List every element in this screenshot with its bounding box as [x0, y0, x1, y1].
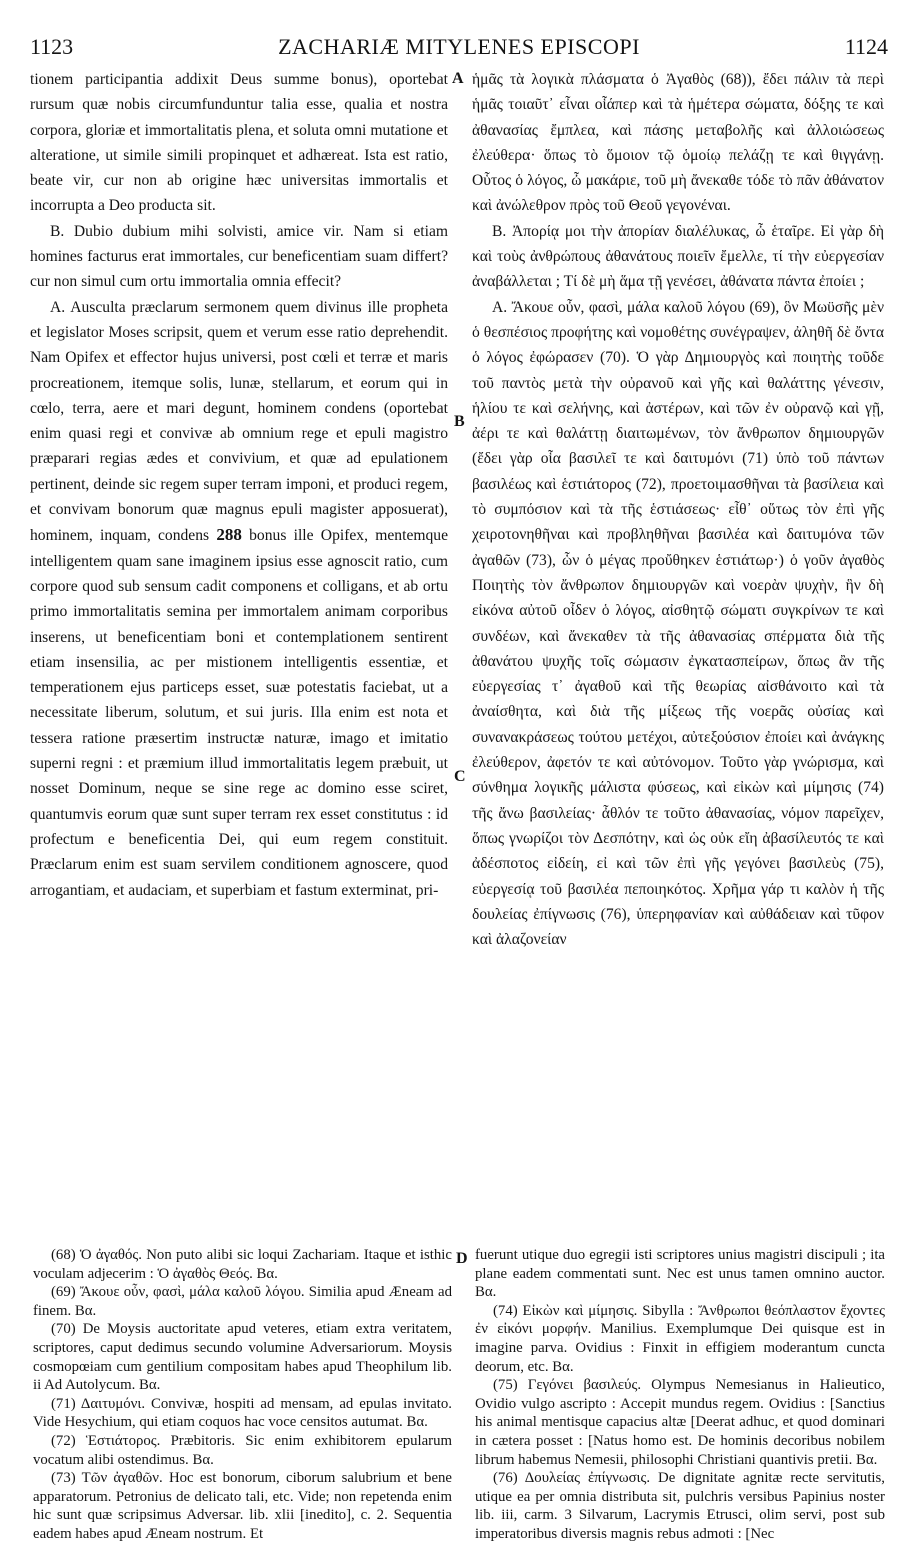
- latin-paragraph-text: bonus ille Opifex, mentemque intelligentem quam sane imaginem ipsius esse agnoscit ratio, cum corpore quod sub sensum cadit componens et colligans, et ab ortu primo immortalitatis semina per immortalem animam corporibus inserens, ut beneficentiam boni et contemplationem sentirent etiam insensilia, ac per mistionem intelligentis essentiæ, et temperationem ejus particeps esset, suæ potestatis faciebat, ut a necessitate liberum, solutum, et sui juris. Illa enim est nota et tessera ratione præsertim instructæ naturæ, imago et imitatio superni regni : et præmium illud immortalitatis legem præbuit, ut nosset Dominum, neque se sine rege ac domino esse sciret, quantumvis eorum quæ sunt super terram rex esset constitutus : id profectum e beneficentia Dei, qui eum regem constituit. Præclarum enim est suam servilem conditionem agnoscere, quod arrogantiam, et audaciam, et superbiam et fastum exterminat, pri-: [30, 527, 449, 899]
- greek-paragraph: Α. Ἄκουε οὖν, φασὶ, μάλα καλοῦ λόγου (69), ὃν Μωϋσῆς μὲν ὁ θεσπέσιος προφήτης καὶ νομοθέτης συνέγραψεν, ἀληθῆ δὲ ὄντα ὁ λόγος ἐφώρασεν (70). Ὁ γὰρ Δημιουργὸς καὶ ποιητὴς τοῦδε τοῦ παντὸς μετὰ τὴν οὐρανοῦ καὶ γῆς καὶ θαλάττης γένεσιν, ἡλίου τε καὶ σελήνης, καὶ ἀστέρων, καὶ τῶν ἐν οὐρανῷ καὶ γῇ, ἀέρι τε καὶ θαλάττῃ διαιτωμένων, τὸν ἄνθρωπον δημιουργῶν (ἔδει γὰρ οἷα βασιλεῖ τε καὶ δαιτυμόνι (71) ὑπὸ τοῦ πάντων βασιλέως καὶ ἑστιάτορος (72), προετοιμασθῆναι τὰ βασίλεια καὶ τὸ συμπόσιον καὶ τὰ τῆς ἑστιάσεως· εἶθ᾽ οὕτως τὸν ἐπὶ γῆς χειροτονηθῆναι καὶ προβληθῆναι βασιλέα καὶ δαιτυμόνα τῶν ἀγαθῶν (73), ὧν ὁ μέγας προὔθηκεν ἑστιάτωρ·) ὁ γοῦν ἀγαθὸς Ποιητὴς τὸν ἄνθρωπον δημιουργῶν καὶ νοερὰν ψυχὴν, ἣν δὴ εἰκόνα αὐτοῦ οἶδεν ὁ λόγος, αἰσθητῷ σώματι συγκρίνων τε καὶ συνδέων, καὶ ἄνεκαθεν τὰ τῆς ἀθανασίας σπέρματα διὰ τῆς ἀθανάτου ψυχῆς τοῖς σώμασιν ἐγκατασπείρων, ὅπως ἂν τῆς εὐεργεσίας τ᾽ ἀγαθοῦ καὶ τῆς θεωρίας αἰσθάνοιτο καὶ τὰ ἀναίσθητα, καὶ διὰ τῆς μίξεως τῆς νοερᾶς οὐσίας καὶ συνανακράσεως τούτου μετέχοι, αὐτεξούσιον ἐποίει καὶ ἀνάγκης ἐλεύθερον, ἀφετόν τε καὶ αὐτόνομον. Τοῦτο γὰρ γνώρισμα, καὶ σύνθημα λογικῆς μάλιστα φύσεως, καὶ εἰκὼν καὶ μίμησις (74) τῆς ἄνω βασιλείας· ἆθλόν τε τοῦτο ἀθανασίας, νόμον παρεῖχεν, ὅπως γνωρίζοι τὸν Δεσπότην, καὶ ὡς οὐκ εἴη ἀβασίλευτός τε καὶ ἀδέσποτος εἰδείη, εἰ καὶ τῶν ἐπὶ γῆς γεγόνει βασιλεὺς (75), εὐεργεσίᾳ τοῦ βασιλέα πεποιηκότος. Χρῆμα γάρ τι καλὸν ἡ τῆς δουλείας ἐπίγνωσις (76), ὑπερηφανίαν καὶ αὐθάδειαν καὶ τῦφον καὶ ἀλαζονείαν: [472, 298, 884, 949]
- greek-paragraph: ἡμᾶς τὰ λογικὰ πλάσματα ὁ Ἀγαθὸς (68)), ἔδει πάλιν τὰ περὶ ἡμᾶς τοιαῦτ᾽ εἶναι οἷάπερ καὶ τὰ ἡμέτερα σώματα, δόξης τε καὶ ἀθανασίας ἔμπλεα, καὶ πάσης μεταβολῆς καὶ ἀλλοιώσεως ἐλεύθερα· ὅπως τὸ ὅμοιον τῷ ὁμοίῳ πελάζῃ τε καὶ θιγγάνῃ. Οὗτος ὁ λόγος, ὦ μακάριε, τοῦ μὴ ἄνεκαθε τόδε τὸ πᾶν ἀθάνατον καὶ ἀνώλεθρον πρὸς τοῦ Θεοῦ γεγονέναι.: [472, 71, 884, 215]
- footnotes-left: [33, 1246, 452, 1544]
- margin-letter-b: B: [454, 413, 465, 430]
- margin-letter-a: A: [452, 70, 464, 87]
- footnote: (68) Ὁ ἀγαθός. Non puto alibi sic loqui Zachariam. Itaque et isthic voculam adjecerim : Ὁ ἀγαθὸς Θεός. Βα.: [33, 1247, 452, 1282]
- latin-paragraph: [30, 295, 448, 903]
- greek-paragraph: Β. Ἀπορίᾳ μοι τὴν ἀπορίαν διαλέλυκας, ὦ ἑταῖρε. Εἰ γὰρ δὴ καὶ τοὺς ἀνθρώπους ἀθανάτους ποιεῖν ἔμελλε, τί τὴν εὐεργεσίαν ἀναβάλλεται ; Τί δὲ μὴ ἅμα τῇ γενέσει, ἀθάνατα πάντα ἐποίει ;: [472, 222, 884, 291]
- margin-letter-d: D: [456, 1250, 468, 1267]
- column-number: 288: [216, 525, 242, 545]
- margin-letter-c: C: [454, 768, 466, 785]
- footnotes-right: [475, 1246, 885, 1544]
- latin-paragraph-text: A. Ausculta præclarum sermonem quem divinus ille propheta et legislator Moses scripsit, quem et verum esse ratio deprehendit. Nam Opifex et effector hujus universi, post cœli et terræ et maris procreationem, itemque solis, lunæ, stellarum, et eorum qui in cœlo, terra, aere et mari degunt, hominem condens (oportebat enim quasi regi et convivæ ab omnium rege et epuli magistro præparari regias ædes et convivium, et quæ ad epulationem pertinent, deinde sic regem super terram imponi, et produci regem, et convivam bonorum quæ magnus epuli magister apposuerat), hominem, inquam, condens: [30, 298, 448, 545]
- left-page-number: 1123: [30, 34, 74, 59]
- latin-paragraph: tionem participantia addixit Deus summe bonus), oportebat rursum quæ nobis circumfunduntur talia esse, qualia et nostra corpora, gloriæ et immortalitatis plena, et soluta omni mutatione et alteratione, ut simile simili propinquet et adhæreat. Ista est ratio, beate vir, cur non ab origine hæc universitas immortalis et incorrupta a Deo producta sit.: [30, 71, 448, 215]
- footnote: (74) Εἰκὼν καὶ μίμησις. Sibylla : Ἄνθρωποι θεόπλαστον ἔχοντες ἐν εἰκόνι μορφήν. Manilius. Exemplumque Dei quisque est in imagine parva. Ovidius : Finxit in effigiem moderantum cuncta deorum, etc. Βα.: [475, 1302, 885, 1375]
- page-header: [30, 34, 888, 64]
- footnote: (73) Τῶν ἀγαθῶν. Hoc est bonorum, ciborum salubrium et bene apparatorum. Petronius de delicato tali, etc. Vide; non repetenda enim hic sunt quæ scripsimus Adversar. lib. xlii [inedito], c. 2. Sequentia eadem habes apud Æneam nostrum. Et: [33, 1470, 452, 1542]
- latin-paragraph: B. Dubio dubium mihi solvisti, amice vir. Nam si etiam homines facturus erat immortales, cur beneficentiam suam differt? cur non simul cum ortu immortalia omnia effecit?: [30, 222, 448, 291]
- footnote: (71) Δαιτυμόνι. Convivæ, hospiti ad mensam, ad epulas invitato. Vide Hesychium, qui etiam coquos hac voce censitos autumat. Βα.: [33, 1395, 452, 1431]
- footnote: (75) Γεγόνει βασιλεύς. Olympus Nemesianus in Halieutico, Ovidio vulgo ascripto : Accepit mundus regem. Ovidius : [Sanctius his animal mentisque capacius altæ [Deerat adhuc, et quod dominari in cætera posset : [Natus homo est. De hominis decoribus nobilem librum habemus Nemesii, philosophi Christiani quantivis pretii. Βα.: [475, 1377, 885, 1468]
- footnote: (69) Ἄκουε οὖν, φασὶ, μάλα καλοῦ λόγου. Similia apud Æneam ad finem. Βα.: [33, 1284, 452, 1319]
- running-title: ZACHARIÆ MITYLENES EPISCOPI: [278, 34, 640, 59]
- footnote: fuerunt utique duo egregii isti scriptores unius magistri discipuli ; ita plane eadem commentati sunt. Nec est unus tamen omnino auctor. Βα.: [475, 1247, 885, 1301]
- footnote: (70) De Moysis auctoritate apud veteres, etiam extra veritatem, scriptores, caput dedimus secundo volumine Adversariorum. Moysis cosmopœiam cum gentilium compositam habes apud Theophilum lib. ii Ad Autolycum. Βα.: [33, 1321, 452, 1394]
- greek-column: [472, 67, 884, 952]
- footnote: (72) Ἑστιάτορος. Præbitoris. Sic enim exhibitorem epularum vocatum alibi ostendimus. Βα.: [33, 1432, 452, 1468]
- right-page-number: 1124: [844, 34, 888, 59]
- latin-column: [30, 67, 448, 903]
- footnote: (76) Δουλείας ἐπίγνωσις. De dignitate agnitæ recte servitutis, utique ea per omnia distributa sit, pulchris versibus Papinius noster lib. iii, carm. 3 Silvarum, Lacrymis Etrusci, olim servi, post sub imperatoribus diversis magnis rebus admoti : [Nec: [475, 1470, 885, 1542]
